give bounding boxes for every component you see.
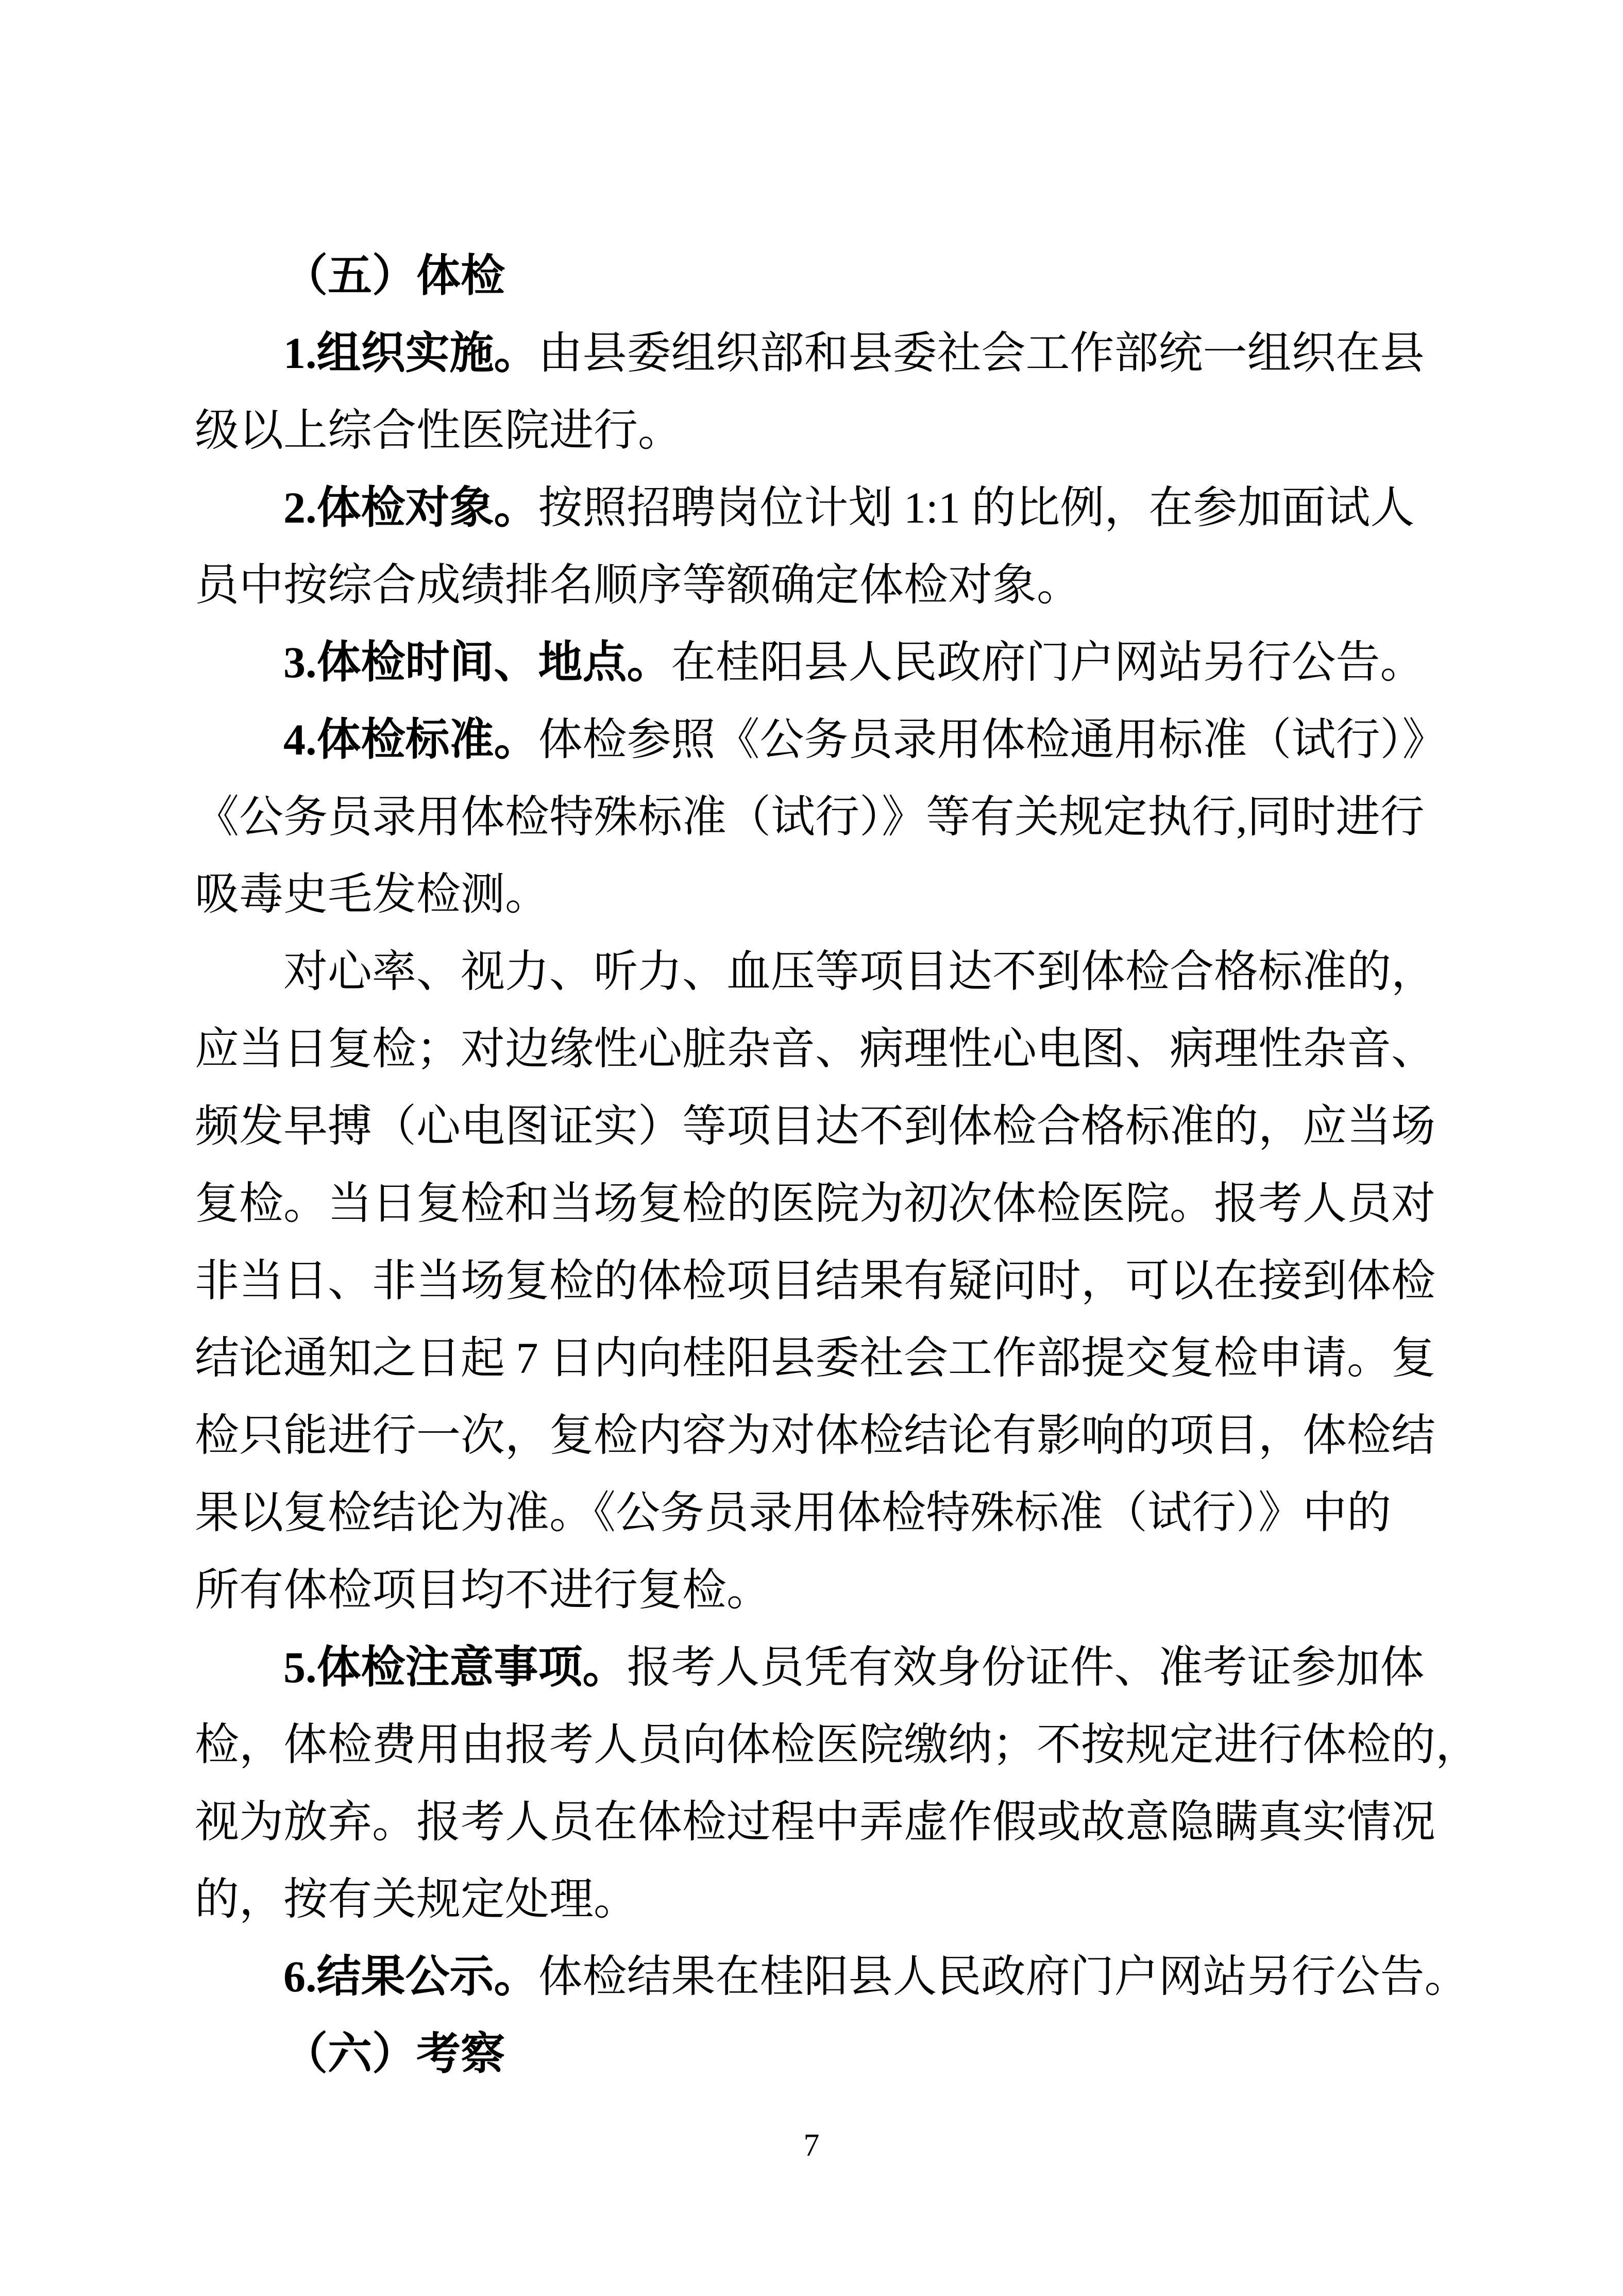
bold-segment: 5.体检注意事项。 — [283, 1643, 627, 1692]
text-segment: 员中按综合成绩排名顺序等额确定体检对象。 — [195, 560, 1081, 610]
text-line — [195, 778, 1438, 856]
text-segment: 视为放弃。报考人员在体检过程中弄虚作假或故意隐瞒真实情况 — [195, 1797, 1435, 1847]
text-segment: 按照招聘岗位计划 1:1 的比例，在参加面试人 — [538, 483, 1415, 532]
text-segment: 体检参照《公务员录用体检通用标准（试行）》 — [538, 715, 1447, 764]
bold-segment: 1.组织实施。 — [283, 328, 538, 378]
text-line — [195, 1242, 1438, 1319]
text-segment: 应当日复检；对边缘性心脏杂音、病理性心电图、病理性杂音、 — [195, 1024, 1435, 1074]
text-line — [195, 1087, 1438, 1165]
text-segment: 检，体检费用由报考人员向体检医院缴纳；不按规定进行体检的， — [195, 1720, 1480, 1769]
bold-segment: 3.体检时间、地点。 — [283, 638, 671, 687]
text-segment: 报考人员凭有效身份证件、准考证参加体 — [627, 1643, 1425, 1692]
text-segment: 由县委组织部和县委社会工作部统一组织在县 — [538, 328, 1425, 378]
text-line — [195, 1010, 1438, 1087]
text-line — [195, 1165, 1438, 1242]
text-line — [195, 1319, 1438, 1397]
text-segment: 所有体检项目均不进行复检。 — [195, 1565, 771, 1615]
text-segment: 《公务员录用体检特殊标准（试行）》等有关规定执行,同时进行 — [195, 792, 1425, 842]
text-segment: 结论通知之日起 7 日内向桂阳县委社会工作部提交复检申请。复 — [195, 1333, 1435, 1383]
text-line — [195, 1861, 1438, 1938]
text-line — [195, 1397, 1438, 1474]
bold-segment: （六）考察 — [283, 2029, 505, 2079]
text-line — [195, 624, 1438, 701]
document-body — [195, 237, 1480, 2092]
text-line — [195, 1474, 1438, 1551]
text-line — [195, 1783, 1438, 1861]
bold-segment: 2.体检对象。 — [283, 483, 538, 532]
text-segment: 果以复检结论为准。《公务员录用体检特殊标准（试行）》中的 — [195, 1488, 1391, 1537]
text-line — [195, 1629, 1438, 1706]
text-segment: 级以上综合性医院进行。 — [195, 406, 682, 455]
text-segment: 在桂阳县人民政府门户网站另行公告。 — [671, 638, 1425, 687]
text-line — [195, 701, 1447, 778]
text-segment: 频发早搏（心电图证实）等项目达不到体检合格标准的，应当场 — [195, 1101, 1435, 1151]
text-line — [195, 1938, 1469, 2015]
section-heading — [195, 237, 1438, 314]
text-segment: 复检。当日复检和当场复检的医院为初次体检医院。报考人员对 — [195, 1179, 1435, 1228]
section-heading — [195, 2015, 1438, 2092]
text-line — [195, 546, 1438, 624]
bold-segment: 6.结果公示。 — [283, 1952, 538, 2001]
bold-segment: （五）体检 — [283, 251, 505, 300]
text-line — [195, 933, 1438, 1010]
text-line — [195, 856, 1438, 933]
text-line — [195, 469, 1438, 546]
text-line — [195, 392, 1438, 469]
text-line — [195, 1706, 1480, 1783]
text-line — [195, 314, 1438, 392]
text-segment: 检只能进行一次，复检内容为对体检结论有影响的项目，体检结 — [195, 1411, 1435, 1460]
text-segment: 吸毒史毛发检测。 — [195, 869, 549, 919]
text-segment: 体检结果在桂阳县人民政府门户网站另行公告。 — [538, 1952, 1469, 2001]
bold-segment: 4.体检标准。 — [283, 715, 538, 764]
text-segment: 对心率、视力、听力、血压等项目达不到体检合格标准的， — [283, 947, 1435, 996]
page-number: 7 — [803, 2128, 820, 2163]
text-segment: 非当日、非当场复检的体检项目结果有疑问时，可以在接到体检 — [195, 1256, 1435, 1305]
text-line — [195, 1551, 1438, 1629]
text-segment: 的，按有关规定处理。 — [195, 1874, 638, 1924]
